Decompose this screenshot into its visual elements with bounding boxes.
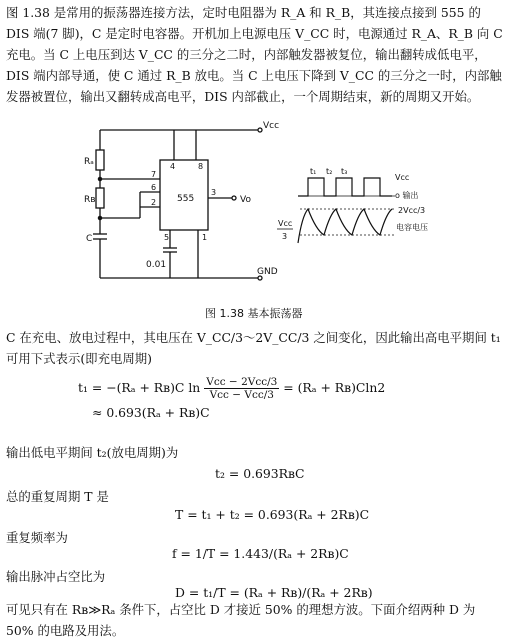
- eq1-rhs: = (Rₐ + Rʙ)Cln2: [283, 380, 386, 395]
- wave-2vcc3-label: 2Vcc/3: [398, 206, 426, 215]
- paragraph-7: 可见只有在 Rʙ≫Rₐ 条件下，占空比 D 才接近 50% 的理想方波。下面介绍两种 D 为 50% 的电路及用法。: [6, 602, 476, 638]
- paragraph-6: 输出脉冲占空比为: [6, 569, 106, 584]
- pin-8-label: 8: [198, 162, 204, 171]
- pin-4-label: 4: [170, 162, 176, 171]
- wave-vcc3-den: 3: [282, 232, 288, 241]
- equation-2: t₂ = 0.693RʙC: [215, 466, 305, 481]
- eq1-denominator: Vcc − Vcc/3: [209, 389, 274, 401]
- paragraph-5: 重复频率为: [6, 530, 68, 545]
- t3-label: t₃: [341, 167, 348, 176]
- pin-6-label: 6: [151, 183, 157, 192]
- pin-2-label: 2: [151, 198, 157, 207]
- pin-7-label: 7: [151, 170, 157, 179]
- vcc-label: Vcc: [263, 121, 280, 131]
- c-label: C: [86, 234, 93, 244]
- output-square-wave: [298, 178, 392, 196]
- paragraph-3: 输出低电平期间 t₂(放电周期)为: [6, 445, 179, 460]
- equation-1: [78, 376, 385, 401]
- circuit-schematic: [93, 128, 262, 280]
- capacitor-voltage-curve: [298, 209, 392, 243]
- waveform-diagram: [298, 178, 396, 243]
- ra-label: Rₐ: [84, 157, 94, 167]
- paragraph-2: C 在充电、放电过程中，其电压在 V_CC/3～2V_CC/3 之间变化，因此输出高电平期间 t₁ 可用下式表示(即充电周期): [6, 330, 501, 366]
- wave-vcc-label: Vcc: [395, 173, 410, 182]
- ra-resistor: [96, 150, 104, 170]
- wave-cap-label: 电容电压: [396, 223, 428, 232]
- eq1-numerator: Vcc − 2Vcc/3: [206, 376, 278, 388]
- pin-3-label: 3: [211, 188, 217, 197]
- pin-5-label: 5: [164, 233, 170, 242]
- cap-value-label: 0.01: [146, 260, 167, 270]
- pin-1-label: 1: [202, 233, 208, 242]
- equation-3: T = t₁ + t₂ = 0.693(Rₐ + 2Rʙ)C: [175, 507, 370, 522]
- eq1-lhs: t₁ = −(Rₐ + Rʙ)C ln: [78, 380, 201, 395]
- paragraph-4: 总的重复周期 T 是: [6, 489, 109, 504]
- t1-label: t₁: [310, 167, 317, 176]
- t2-label: t₂: [326, 167, 333, 176]
- wave-output-label: o 输出: [395, 191, 419, 200]
- equation-5: D = t₁/T = (Rₐ + Rʙ)/(Rₐ + 2Rʙ): [175, 585, 373, 600]
- chip-label: 555: [177, 194, 195, 204]
- rb-label: Rʙ: [84, 195, 96, 205]
- equation-1-approx: ≈ 0.693(Rₐ + Rʙ)C: [92, 405, 210, 420]
- vo-label: Vo: [240, 195, 251, 205]
- eq1-fraction: [204, 376, 279, 401]
- equation-4: f = 1/T = 1.443/(Rₐ + 2Rʙ)C: [172, 546, 349, 561]
- rb-resistor: [96, 188, 104, 208]
- figure-caption: 图 1.38 基本振荡器: [205, 307, 303, 320]
- oscillator-figure: [0, 118, 510, 318]
- gnd-label: GND: [257, 267, 278, 277]
- intro-paragraph: 图 1.38 是常用的振荡器连接方法，定时电阻器为 R_A 和 R_B，其连接点接到 555 的 DIS 端(7 脚)，C 是定时电容器。开机加上电源电压 V_CC 时，电源通过 R_A、R_B 向 C 充电。当 C 上电压到达 V_CC 的三分之二时，内部触发器被复位，输出翻转成低电平，DIS 端内部导通，使 C 通过 R_B 放电。当 C 上电压下降到 V_CC 的三分之一时，内部触发器被置位，输出又翻转成高电平，DIS 内部截止，一个周期结束，新的周期又开始。: [6, 5, 503, 104]
- wave-vcc3-num: Vcc: [278, 219, 293, 228]
